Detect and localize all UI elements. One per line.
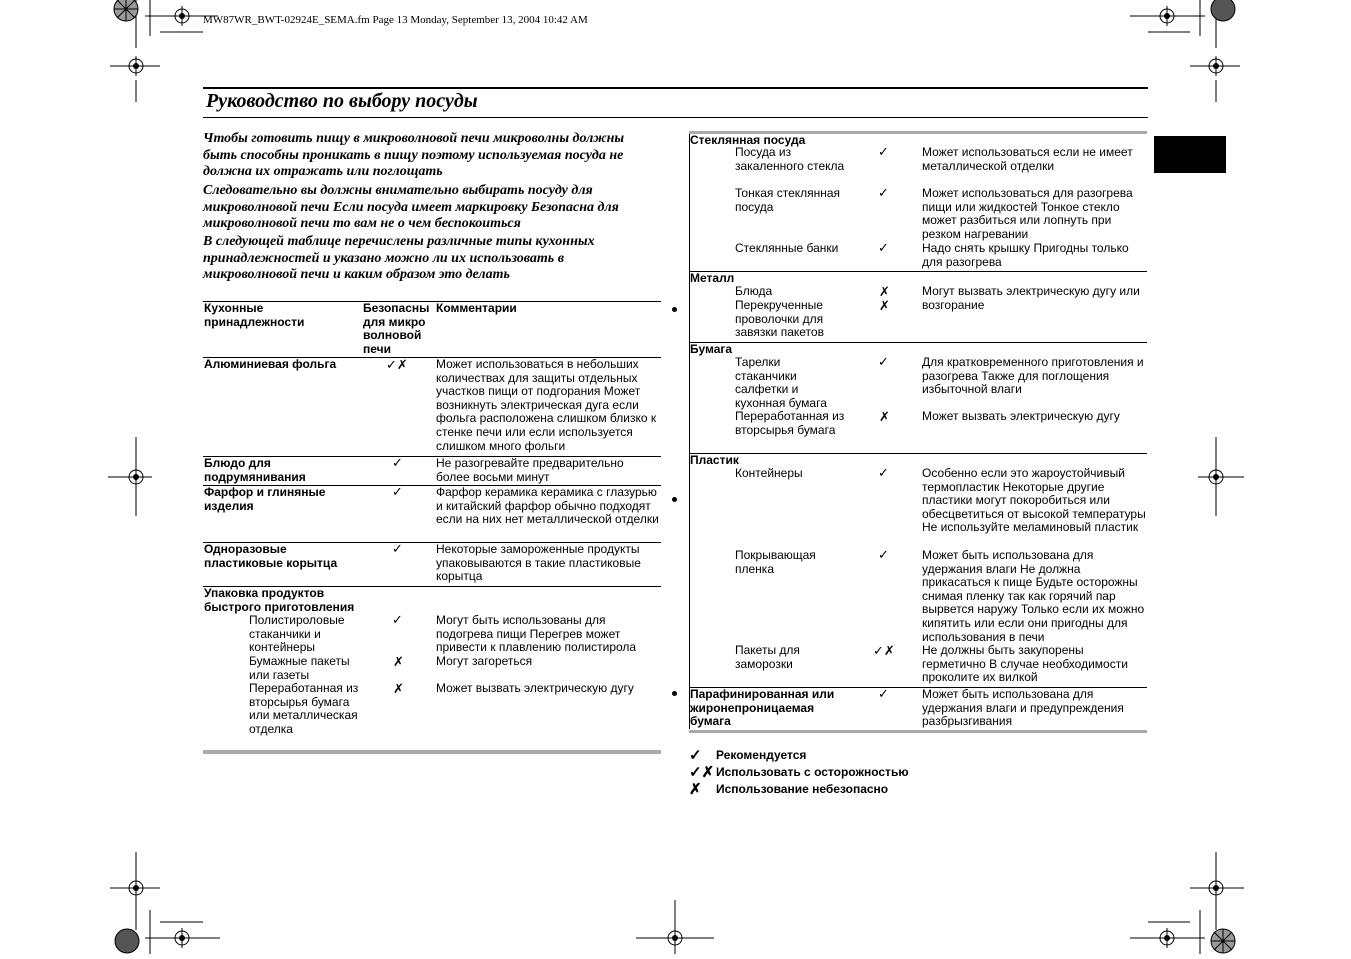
binding-dot [672,307,677,312]
row-comment: Фарфор керамика керамика с глазурью и китайский фарфор обычно подходят если на них нет металлической отделки [436,485,659,527]
color-bar-circle-icon [113,0,139,27]
color-bar-circle-icon [114,928,140,959]
registration-mark-icon [1206,56,1226,76]
row-item: Покрывающая пленка [735,548,816,576]
row-item: Бумажные пакеты или газеты [249,654,350,682]
row-category: Упаковка продуктов быстрого приготовления [204,586,355,614]
legend-label: Использовать с осторожностью [716,765,909,779]
check-icon: ✓ [878,144,889,159]
row-comment: Может быть использована для удержания влаги Не должна прикасаться к пище Будьте осторожны снимая пленку так как горячий пар вырвется наружу Только если их можно кипятить или если они пригодны для использования в печи [922,548,1145,644]
row-item: Переработанная из вторсырья бумага [735,409,845,437]
check-icon: ✓ [392,455,403,470]
caution-mark: ✓✗ [873,643,895,658]
row-item: Пакеты для заморозки [735,643,800,671]
row-item: Одноразовые пластиковые корытца [204,542,338,570]
row-item: Посуда из закаленного стекла [735,145,845,173]
legend-symbol: ✗ [689,781,702,798]
column-divider [689,134,690,729]
row-comment: Некоторые замороженные продукты упаковываются в такие пластиковые корытца [436,542,641,584]
row-comment: Может использоваться для разогрева пищи или жидкостей Тонкое стекло может разбиться или лопнуть при резком нагревании [922,186,1133,241]
cross-icon: ✗ [879,409,890,424]
legend-label: Рекомендуется [716,748,807,762]
row-item: Тонкая стеклянная посуда [735,186,841,214]
row-item: Перекрученные проволочки для завязки пакетов [735,298,824,340]
row-comment: Может использоваться если не имеет металлической отделки [922,145,1133,173]
row-item: Тарелки стаканчики салфетки и кухонная бумага [735,355,827,410]
title-rule [203,87,1148,89]
row-comment: Могут загореться [436,654,533,668]
row-item: Блюдо для подрумянивания [204,456,306,484]
check-icon: ✓ [392,484,403,499]
binding-dot [672,691,677,696]
registration-mark-icon [126,878,146,898]
registration-mark-icon [1157,928,1177,948]
category-plastic: Пластик [690,453,739,467]
check-icon: ✓ [878,686,889,701]
registration-mark-icon [172,928,192,948]
cross-icon: ✗ [879,298,890,313]
registration-mark-icon [1206,878,1226,898]
registration-mark-icon [665,928,685,948]
row-item: Блюда [735,284,773,298]
section-tab [1154,136,1226,173]
row-item: Фарфор и глиняные изделия [204,485,326,513]
registration-mark-icon [1206,467,1226,487]
row-comment: Может вызвать электрическую дугу [922,409,1120,423]
row-comment: Не должны быть закупорены герметично В случае необходимости проколите их вилкой [922,643,1128,685]
check-icon: ✓ [392,612,403,627]
binding-dot [672,497,677,502]
row-comment: Может использоваться в небольших количествах для защиты отдельных участков пищи от подгорания Может возникнуть электрическая дуга если фольга расположена слишком близко к стенке печи или если используется слишком много фольги [436,357,657,453]
legend-label: Использование небезопасно [716,782,889,796]
row-comment: Могут быть использованы для подогрева пищи Перегрев может привести к плавлению полистирола [436,613,637,655]
row-item: Алюминиевая фольга [204,357,337,371]
header-item: Кухонные принадлежности [204,301,305,329]
page-title: Руководство по выбору посуды [206,90,478,112]
registration-mark-icon [172,6,192,26]
color-bar-circle-icon [1210,0,1236,27]
intro-paragraph-1: Чтобы готовить пищу в микроволновой печи микроволны должны быть способны проникать в пищу поэтому используемая посуда не должна их отражать или поглощать [203,131,625,179]
legend-symbol: ✓✗ [689,764,715,781]
registration-mark-icon [1157,6,1177,26]
check-icon: ✓ [878,465,889,480]
row-comment: Может быть использована для удержания влаги и предупреждения разбрызгивания [922,687,1124,729]
header-comment: Комментарии [436,301,517,315]
check-icon: ✓ [878,354,889,369]
intro-paragraph-2: Следовательно вы должны внимательно выбирать посуду для микроволновой печи Если посуда имеет маркировку Безопасна для микроволновой печи то вам не о чем беспокоиться [203,183,619,231]
file-header: MW87WR_BWT-02924E_SEMA.fm Page 13 Monday, September 13, 2004 10:42 AM [203,14,588,26]
check-icon: ✓ [392,541,403,556]
color-bar-circle-icon [1210,928,1236,959]
row-item: Полистироловые стаканчики и контейнеры [249,613,345,655]
caution-mark: ✓✗ [386,357,408,372]
table-bottom-rule [203,750,661,754]
category-glass: Стеклянная посуда [690,133,806,147]
cross-icon: ✗ [393,681,404,696]
cross-icon: ✗ [393,654,404,669]
intro-paragraph-3: В следующей таблице перечислены различные типы кухонных принадлежностей и указано можно ли их использовать в микроволновой печи и каким образом это делать [203,234,595,282]
row-comment: Надо снять крышку Пригодны только для разогрева [922,241,1129,269]
check-icon: ✓ [878,240,889,255]
header-safe: Безопасны для микро волновой печи [363,301,430,356]
table-bottom-rule [689,730,1147,733]
category-metal: Металл [690,271,735,285]
row-comment: Может вызвать электрическую дугу [436,681,634,695]
row-comment: Могут вызвать электрическую дугу или возгорание [922,284,1140,312]
category-wax: Парафинированная или жиронепроницаемая бумага [690,687,835,729]
check-icon: ✓ [878,547,889,562]
row-item: Контейнеры [735,466,803,480]
row-comment: Не разогревайте предварительно более восьми минут [436,456,624,484]
row-item: Стеклянные банки [735,241,839,255]
registration-mark-icon [126,467,146,487]
title-underline [203,117,1148,118]
row-comment: Особенно если это жароустойчивый термопластик Некоторые другие пластики могут покоробиться или обесцветиться от высокой температуры Не используйте меламиновый пластик [922,466,1146,535]
category-paper: Бумага [690,342,733,356]
row-comment: Для кратковременного приготовления и разогрева Также для поглощения избыточной влаги [922,355,1144,397]
check-icon: ✓ [878,185,889,200]
cross-icon: ✗ [879,284,890,299]
row-item: Переработанная из вторсырья бумага или металлическая отделка [249,681,359,736]
legend-symbol: ✓ [689,747,702,764]
registration-mark-icon [126,56,146,76]
